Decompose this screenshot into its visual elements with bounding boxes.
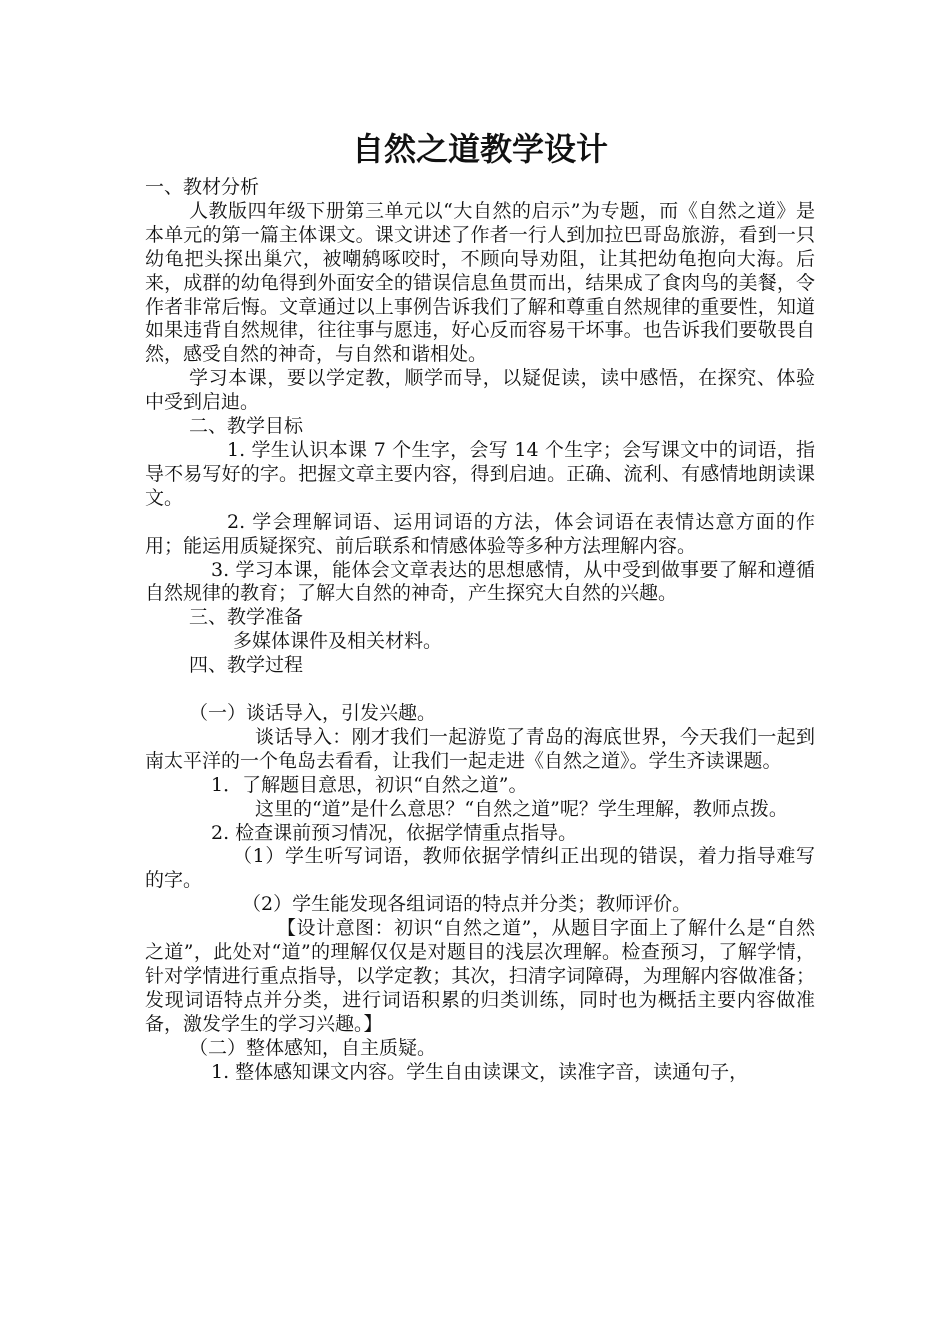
goal-item-2: 2. 学会理解词语、运用词语的方法，体会词语在表情达意方面的作用；能运用质疑探究、前后联系和情感体验等多种方法理解内容。 [145,510,815,557]
section-heading-material-analysis: 一、教材分析 [145,176,260,198]
page-title: 自然之道教学设计 [351,130,608,168]
section-heading-teaching-process: 四、教学过程 [189,654,304,677]
subsection-heading-overall-perception: （二）整体感知，自主质疑。 [189,1036,437,1059]
sub-item-dictation: （1）学生听写词语，教师依据学情纠正出现的错误，着力指导难写的字。 [145,845,815,892]
list-item-preview-check: 2. 检查课前预习情况，依据学情重点指导。 [211,821,578,844]
paragraph-title-meaning: 这里的“道”是什么意思？“自然之道”呢？学生理解，教师点拨。 [255,797,788,820]
list-item-title-meaning: 1．了解题目意思，初识“自然之道”。 [211,773,528,796]
paragraph-learning-approach: 学习本课，要以学定教，顺学而导，以疑促读，读中感悟，在探究、体验中受到启迪。 [145,367,815,414]
document-body [145,176,815,1085]
goal-item-3: 3. 学习本课，能体会文章表达的思想感情，从中受到做事要了解和遵循自然规律的教育；了解大自然的神奇，产生探究大自然的兴趣。 [145,558,815,605]
section-heading-preparation: 三、教学准备 [189,606,304,629]
subsection-heading-introduction: （一）谈话导入，引发兴趣。 [189,702,437,725]
paragraph-design-intent: 【设计意图：初识“自然之道”，从题目字面上了解什么是“自然之道”，此处对“道”的理解仅仅是对题目的浅层次理解。检查预习，了解学情，针对学情进行重点指导，以学定教；其次，扫清字词障碍，为理解内容做准备；发现词语特点并分类，进行词语积累的归类训练，同时也为概括主要内容做准备，激发学生的学习兴趣。】 [145,917,815,1035]
sub-item-word-classification: （2）学生能发现各组词语的特点并分类；教师评价。 [242,893,692,916]
goal-item-1: 1. 学生认识本课 7 个生字，会写 14 个生字；会写课文中的词语，指导不易写好的字。把握文章主要内容，得到启迪。正确、流利、有感情地朗读课文。 [145,438,815,509]
blank-line [145,678,815,702]
section-heading-teaching-goals: 二、教学目标 [189,415,304,438]
paragraph-preparation: 多媒体课件及相关材料。 [233,630,443,653]
paragraph-introduction: 谈话导入：刚才我们一起游览了青岛的海底世界，今天我们一起到南太平洋的一个龟岛去看看，让我们一起走进《自然之道》。学生齐读课题。 [145,725,815,772]
list-item-overall-perception: 1. 整体感知课文内容。学生自由读课文，读准字音，读通句子， [211,1060,749,1083]
paragraph-material-analysis: 人教版四年级下册第三单元以“大自然的启示”为专题，而《自然之道》是本单元的第一篇主体课文。课文讲述了作者一行人到加拉巴哥岛旅游，看到一只幼龟把头探出巢穴，被嘲鸫啄咬时，不顾向导劝阻，让其把幼龟抱向大海。后来，成群的幼龟得到外面安全的错误信息鱼贯而出，结果成了食肉鸟的美餐，令作者非常后悔。文章通过以上事例告诉我们了解和尊重自然规律的重要性，知道如果违背自然规律，往往事与愿违，好心反而容易干坏事。也告诉我们要敬畏自然，感受自然的神奇，与自然和谐相处。 [145,199,815,366]
